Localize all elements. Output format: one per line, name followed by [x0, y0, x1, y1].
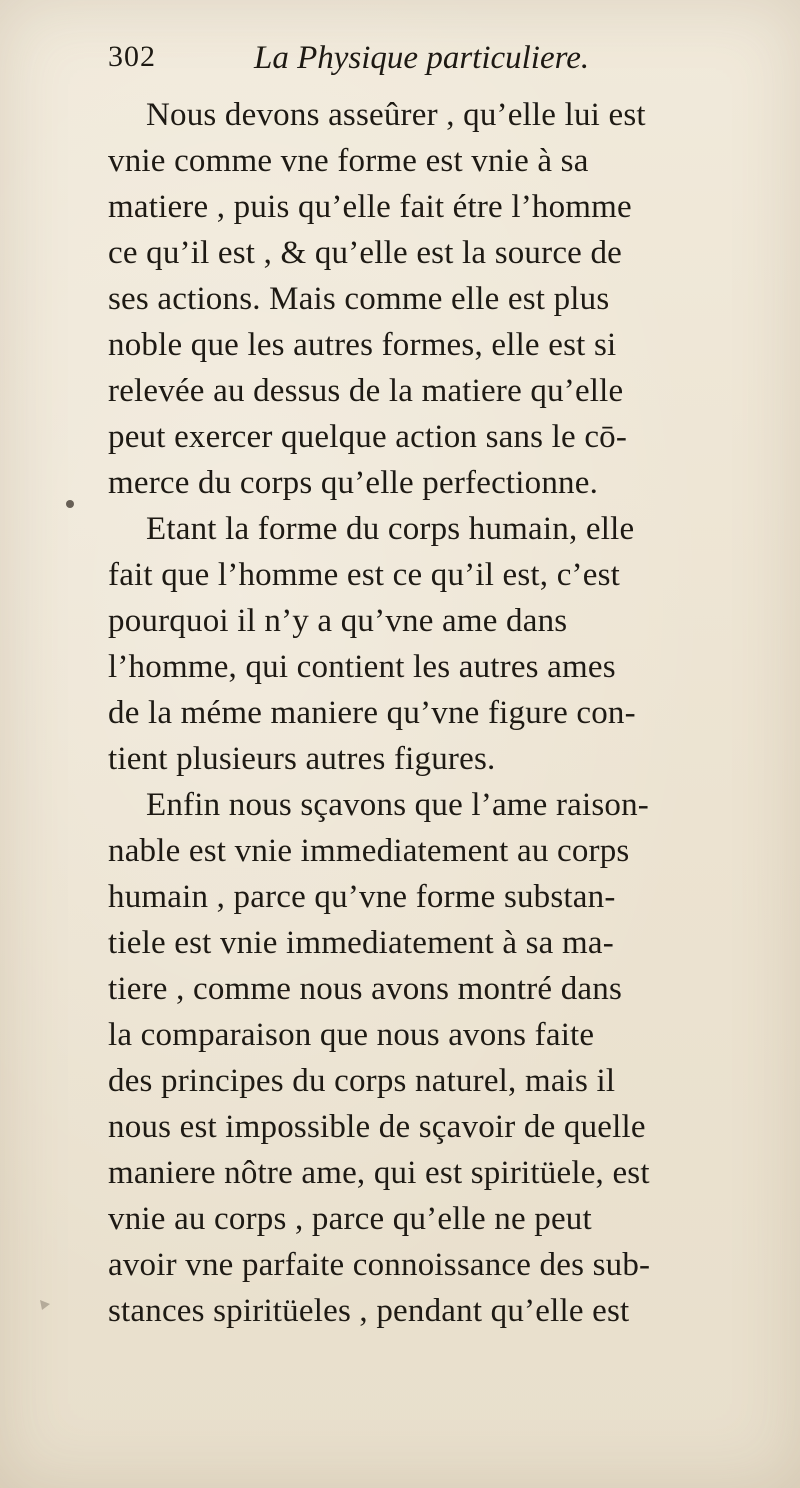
text-line: avoir vne parfaite connoissance des sub- — [108, 1247, 651, 1283]
text-line: Nous devons asseûrer , qu’elle lui est — [146, 97, 646, 133]
text-line: relevée au dessus de la matiere qu’elle — [108, 373, 624, 409]
text-line: maniere nôtre ame, qui est spiritüele, est — [108, 1155, 650, 1191]
text-line: Etant la forme du corps humain, elle — [146, 511, 635, 547]
text-line: noble que les autres formes, elle est si — [108, 327, 617, 363]
text-line: nable est vnie immediatement au corps — [108, 833, 630, 869]
paper-blemish — [40, 1300, 50, 1310]
text-line: matiere , puis qu’elle fait étre l’homme — [108, 189, 632, 225]
text-line: vnie au corps , parce qu’elle ne peut — [108, 1201, 592, 1237]
text-line: merce du corps qu’elle perfectionne. — [108, 465, 599, 501]
text-line: humain , parce qu’vne forme substan- — [108, 879, 616, 915]
text-line: ses actions. Mais comme elle est plus — [108, 281, 610, 317]
text-line: stances spiritüeles , pendant qu’elle est — [108, 1293, 630, 1329]
text-line: tient plusieurs autres figures. — [108, 741, 496, 777]
page-number: 302 — [108, 40, 156, 73]
running-head — [108, 40, 760, 86]
text-line: Enfin nous sçavons que l’ame raison- — [146, 787, 649, 823]
text-line: tiele est vnie immediatement à sa ma- — [108, 925, 614, 961]
text-line: nous est impossible de sçavoir de quelle — [108, 1109, 646, 1145]
text-line: l’homme, qui contient les autres ames — [108, 649, 616, 685]
text-line: de la méme maniere qu’vne figure con- — [108, 695, 636, 731]
text-line: tiere , comme nous avons montré dans — [108, 971, 622, 1007]
text-line: ce qu’il est , & qu’elle est la source de — [108, 235, 623, 271]
text-line: la comparaison que nous avons faite — [108, 1017, 595, 1053]
text-line: vnie comme vne forme est vnie à sa — [108, 143, 589, 179]
text-line: pourquoi il n’y a qu’vne ame dans — [108, 603, 568, 639]
text-line: des principes du corps naturel, mais il — [108, 1063, 616, 1099]
text-line: fait que l’homme est ce qu’il est, c’est — [108, 557, 620, 593]
running-title: La Physique particuliere. — [254, 40, 590, 76]
ink-spot — [66, 500, 74, 508]
text-line: peut exercer quelque action sans le cō- — [108, 419, 628, 455]
